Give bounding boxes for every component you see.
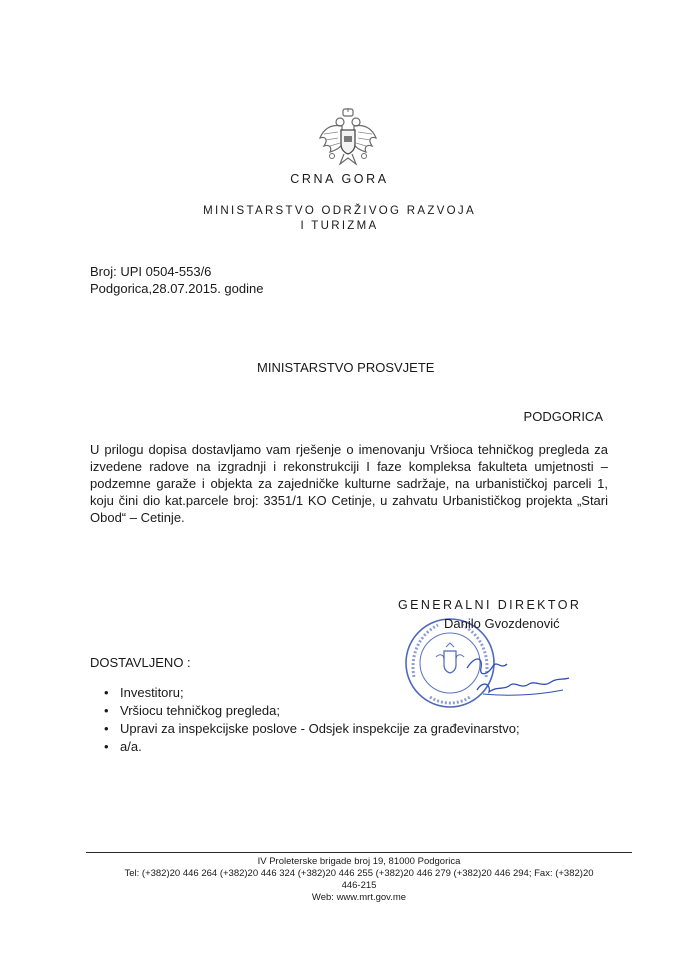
country-name: CRNA GORA xyxy=(290,172,389,186)
signatory-title: GENERALNI DIREKTOR xyxy=(398,598,582,612)
recipient-city: PODGORICA xyxy=(523,409,603,424)
footer-phones: Tel: (+382)20 446 264 (+382)20 446 324 (+382)20 446 255 (+382)20 446 279 (+382)20 446 294; Fax: (+382)20 xyxy=(124,868,594,879)
signatory-name: Danilo Gvozdenović xyxy=(444,616,560,631)
delivery-item-label: a/a. xyxy=(120,739,142,754)
ministry-name-line1: MINISTARSTVO ODRŽIVOG RAZVOJA xyxy=(203,205,476,217)
bullet-icon: • xyxy=(104,685,109,700)
delivery-title: DOSTAVLJENO : xyxy=(90,655,191,670)
list-item xyxy=(104,702,520,720)
footer-divider xyxy=(86,852,632,853)
ministry-name-line2: I TURIZMA xyxy=(300,220,379,232)
delivery-list xyxy=(104,684,520,756)
list-item xyxy=(104,720,520,738)
footer-address: IV Proleterske brigade broj 19, 81000 Podgorica xyxy=(257,856,461,867)
delivery-item-label: Vršiocu tehničkog pregleda; xyxy=(120,703,280,718)
bullet-icon: • xyxy=(104,721,109,736)
delivery-item-label: Investitoru; xyxy=(120,685,184,700)
bullet-icon: • xyxy=(104,703,109,718)
footer-phones-continued: 446-215 xyxy=(341,880,377,891)
reference-number: Broj: UPI 0504-553/6 xyxy=(90,264,212,279)
list-item xyxy=(104,684,520,702)
footer-web: Web: www.mrt.gov.me xyxy=(311,892,407,903)
list-item xyxy=(104,738,520,756)
delivery-item-label: Upravi za inspekcijske poslove - Odsjek inspekcije za građevinarstvo; xyxy=(120,721,520,736)
bullet-icon: • xyxy=(104,739,109,754)
recipient-name: MINISTARSTVO PROSVJETE xyxy=(257,360,435,375)
place-date: Podgorica,28.07.2015. godine xyxy=(90,281,264,296)
coat-of-arms-icon xyxy=(318,108,378,170)
letter-body: U prilogu dopisa dostavljamo vam rješenje o imenovanju Vršioca tehničkog pregleda za izvedene radove na izgradnji i rekonstrukciji I faze kompleksa fakulteta umjetnosti – podzemne garaže i objekta za zajedničke kulturne sadržaje, na urbanističkoj parceli 1, koju čini dio kat.parcele broj: 3351/1 KO Cetinje, u zahvatu Urbanističkog projekta „Stari Obod“ – Cetinje. xyxy=(90,442,608,525)
